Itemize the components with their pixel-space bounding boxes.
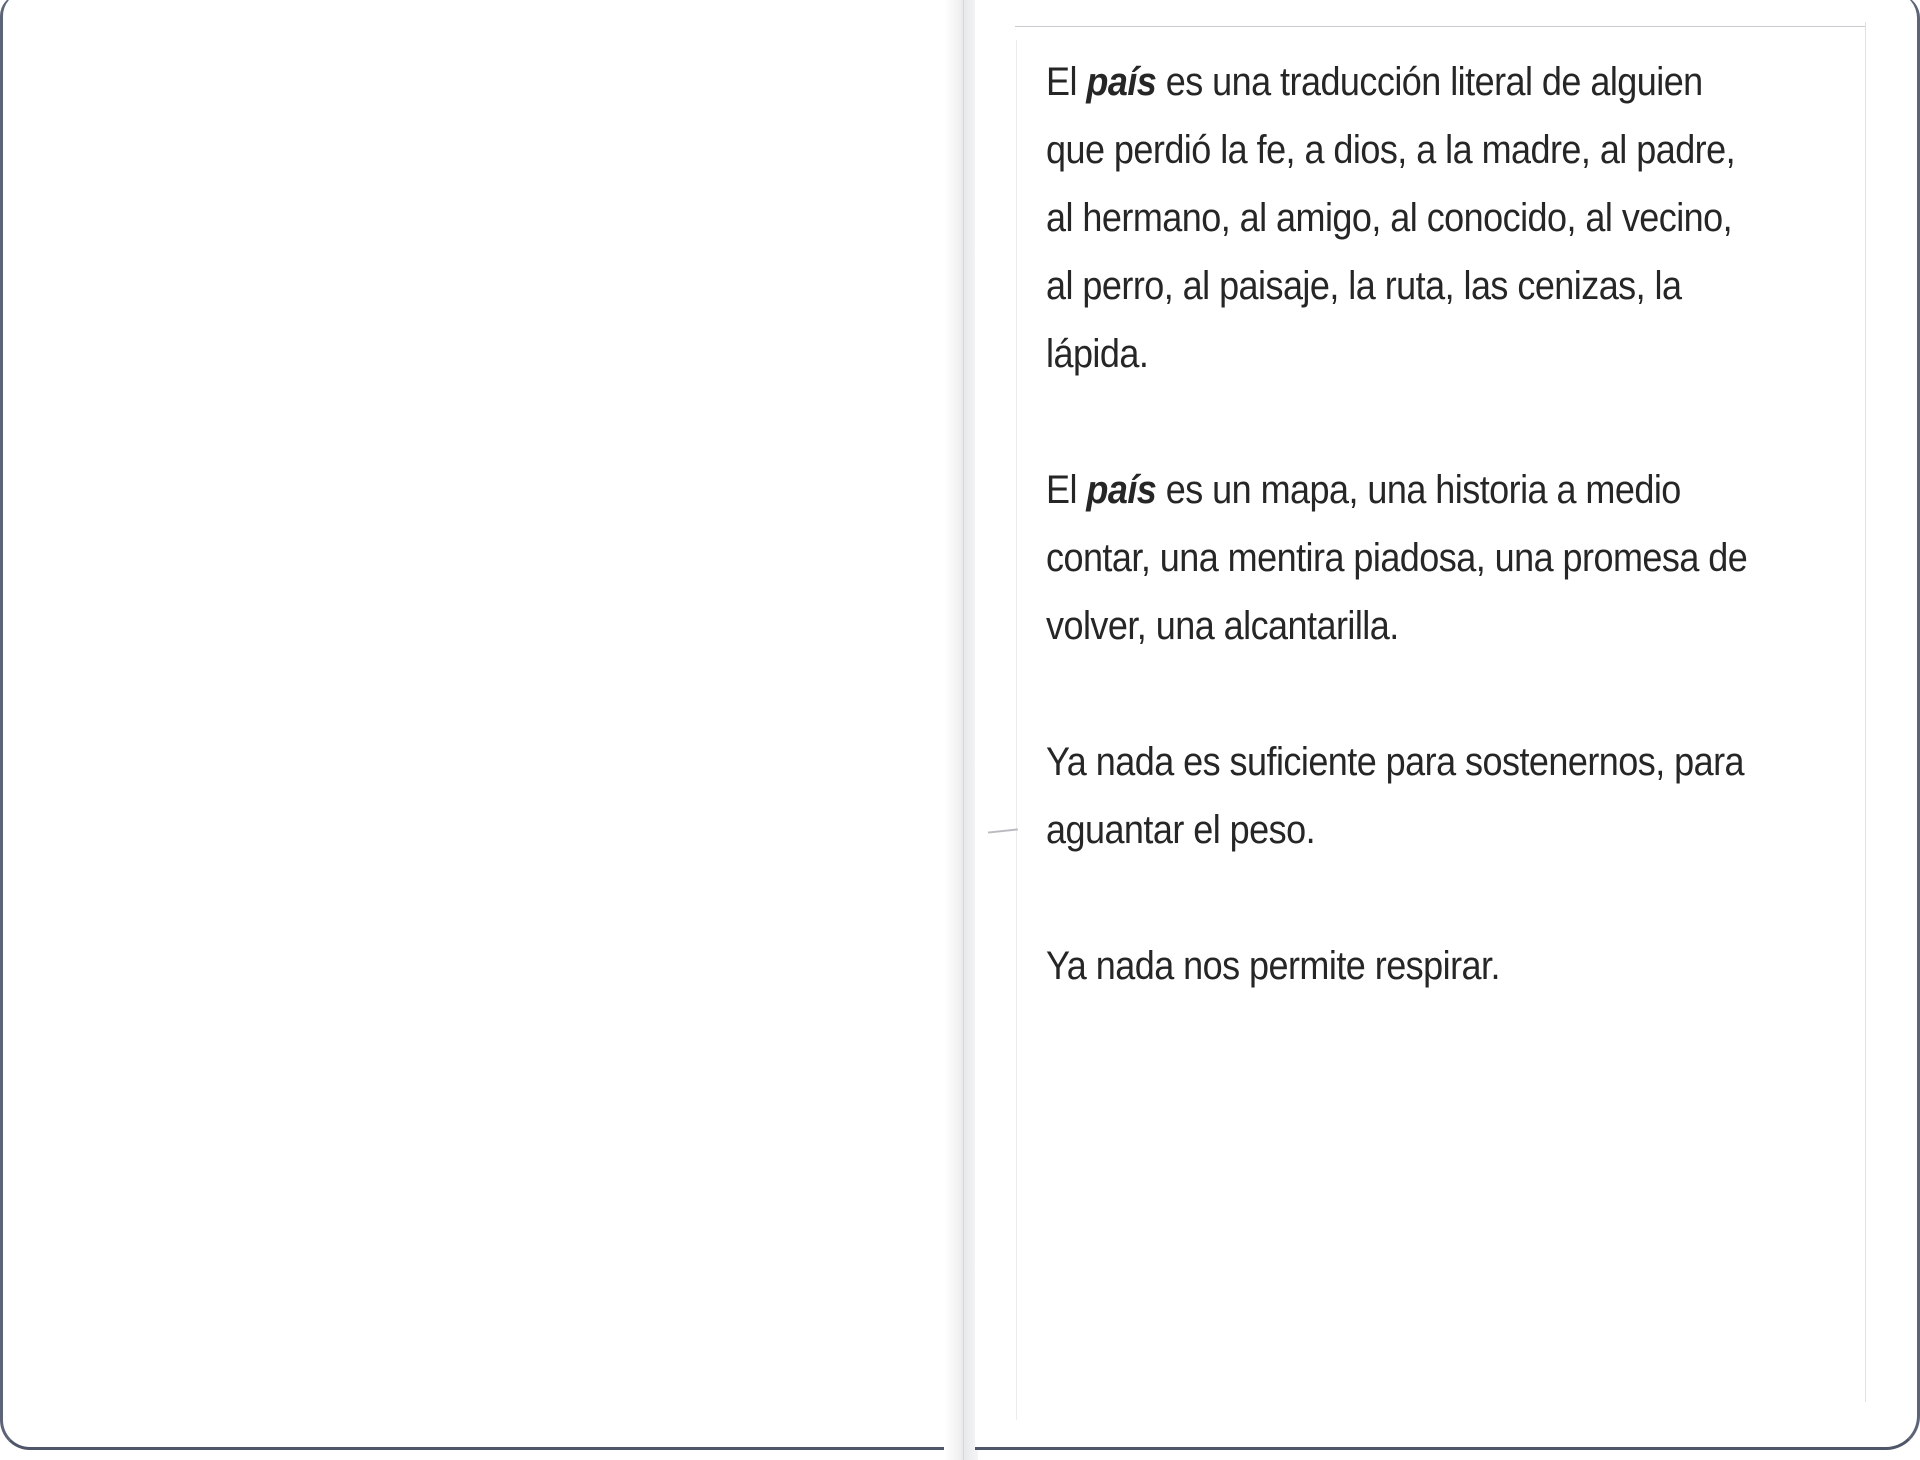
paragraph-2-text: es un mapa, una historia a medio contar, una mentira piadosa, una promesa de volver, una alcantarilla. <box>1046 468 1748 648</box>
inner-sheet-left-edge <box>1016 40 1017 1420</box>
paragraph-1-emphasis: país <box>1086 60 1157 104</box>
paragraph-2-emphasis: país <box>1086 468 1157 512</box>
left-page-blank <box>0 0 960 1450</box>
paragraph-1-lead: El <box>1046 60 1087 104</box>
inner-sheet-right-edge <box>1865 22 1866 1402</box>
paragraph-3-text: Ya nada es suficiente para sostenernos, para aguantar el peso. <box>1046 740 1745 852</box>
paragraph-4-text: Ya nada nos permite respirar. <box>1046 944 1500 988</box>
book-gutter <box>944 0 978 1460</box>
paragraph-2-lead: El <box>1046 468 1087 512</box>
paragraph-4 <box>1046 932 1766 1000</box>
inner-sheet-top-edge <box>1015 26 1865 27</box>
gutter-fold-line <box>963 0 964 1460</box>
paragraph-2 <box>1046 456 1766 660</box>
paragraph-3 <box>1046 728 1766 864</box>
poem-text <box>1046 48 1766 1068</box>
paragraph-1-text: es una traducción literal de alguien que perdió la fe, a dios, a la madre, al padre, al hermano, al amigo, al conocido, al vecino, al perro, al paisaje, la ruta, las cenizas, la lápida. <box>1046 60 1736 376</box>
paragraph-1 <box>1046 48 1766 388</box>
